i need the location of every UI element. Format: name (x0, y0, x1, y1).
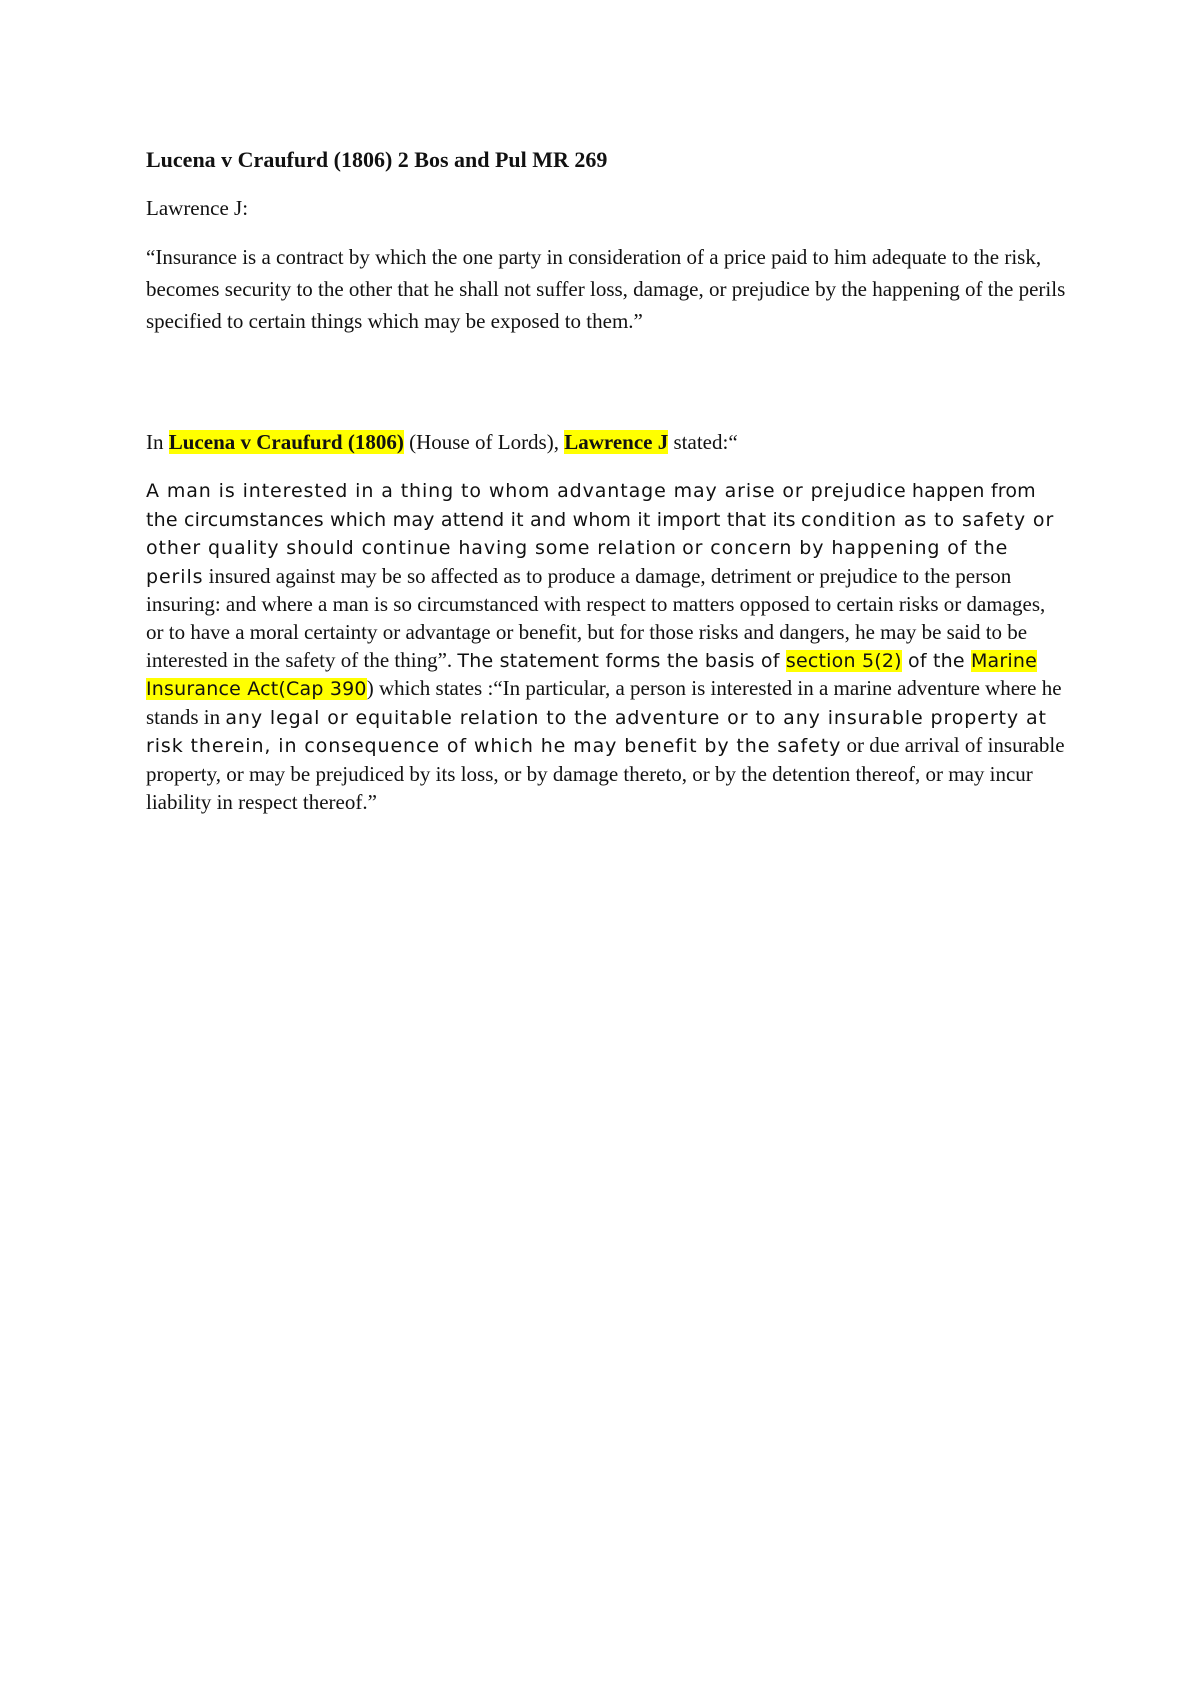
act-ref-highlight: Marine Insurance Act(Cap 390 (146, 649, 1038, 701)
definition-quote: “Insurance is a contract by which the one party in consideration of a price paid to him adequate to the risk, becomes security to the other that he shall not suffer loss, damage, or prejudice by the happening of the perils specified to certain things which may be exposed to them.” (146, 245, 1066, 333)
interest-quote (146, 477, 1066, 816)
quote-line-1: A man is interested in a thing to whom advantage may arise or prejudice (146, 480, 907, 502)
section-ref-highlight: section 5(2) (785, 649, 902, 672)
statement-text: The statement forms the basis of (457, 649, 786, 672)
case-name-highlight: Lucena v Craufurd (1806) (168, 430, 404, 454)
case-heading: Lucena v Craufurd (1806) 2 Bos and Pul MR 269 (146, 147, 608, 172)
statute-intro: ) which states :“In particular, a person is interested in a marine adventure where he stands in (146, 676, 1062, 729)
intro-paragraph (146, 427, 1066, 457)
court-text: (House of Lords), (403, 430, 565, 454)
quote-line-2: happen from the circumstances which may attend it and whom it import that its (146, 480, 1036, 531)
statute-tail: or due arrival of insurable property, or may be prejudiced by its loss, or by damage thereto, or by the detention thereof, or may incur liability in respect thereof.” (146, 733, 1065, 814)
judge-label: Lawrence J: (146, 196, 249, 220)
intro-prefix: In (146, 430, 169, 454)
quote-line-4: or concern by happening of the perils (146, 537, 1009, 588)
intro-suffix: stated:“ (668, 430, 738, 454)
judge-name-highlight: Lawrence J (564, 430, 669, 454)
statute-sans-text: any legal or equitable relation to the adventure or to any insurable property at risk therein, in consequence of which he may benefit by the safety (146, 706, 1047, 758)
quote-line-3: condition as to safety or other quality should continue having some relation (146, 508, 1055, 560)
quote-body: insured against may be so affected as to produce a damage, detriment or prejudice to the person insuring: and where a man is so circumstanced with respect to matters opposed to certain risks or damages, or to have a moral certainty or advantage or benefit, but for those risks and dangers, he may be said to be interested in the safety of the thing”. (146, 563, 1046, 672)
document-body (146, 145, 1066, 816)
of-the-text: of the (901, 649, 971, 672)
